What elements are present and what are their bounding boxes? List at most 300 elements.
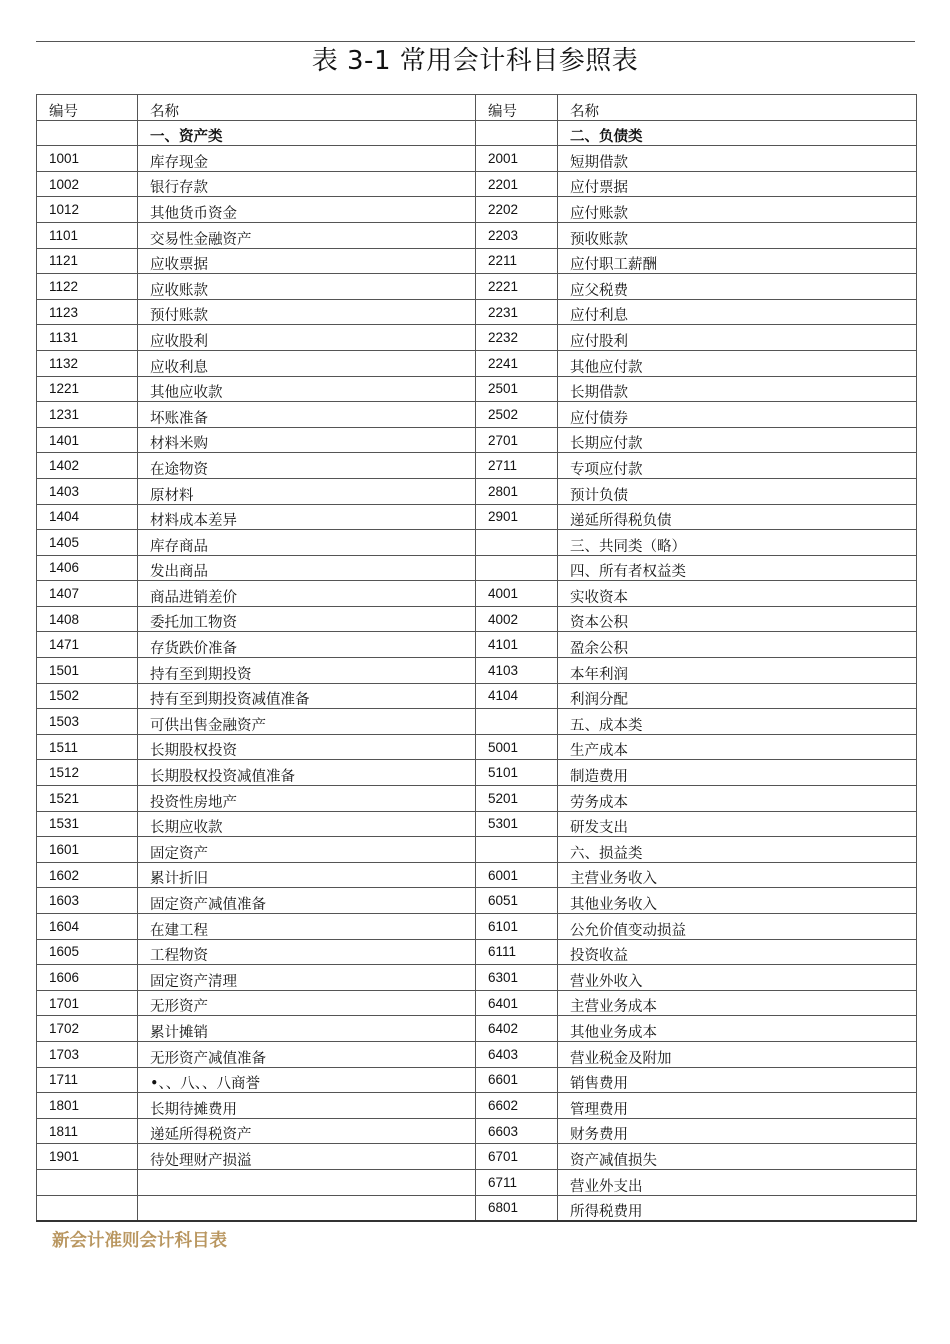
- account-code-right: [476, 683, 558, 709]
- account-code-right-text: 2901: [488, 509, 519, 525]
- account-name-right-text: 研发支出: [570, 820, 628, 837]
- account-code-right-text: 6111: [488, 944, 517, 960]
- account-code-right-text: 2231: [488, 304, 519, 320]
- account-code-left: [37, 376, 138, 402]
- account-code-right: [476, 504, 558, 530]
- account-name-left-text: 其他货币资金: [150, 205, 237, 222]
- table-row: [37, 1169, 917, 1195]
- account-code-left: [37, 197, 138, 223]
- table-row: [37, 120, 917, 146]
- account-code-right: [476, 914, 558, 940]
- account-name-left: [138, 734, 476, 760]
- account-code-left: [37, 709, 138, 735]
- account-code-left-text: 1001: [49, 150, 80, 166]
- account-name-left: [138, 888, 476, 914]
- account-name-right: [558, 632, 917, 658]
- account-name-right-text: 销售费用: [570, 1076, 628, 1093]
- account-code-right: [476, 888, 558, 914]
- account-name-left: [138, 274, 476, 300]
- account-name-left-text: 长期股权投资减值准备: [150, 769, 295, 786]
- account-name-right: [558, 120, 917, 146]
- account-name-left-text: 固定资产减值准备: [150, 897, 266, 913]
- account-name-right: [558, 274, 917, 300]
- account-name-left-text: 坏账准备: [150, 410, 208, 427]
- account-code-left: [37, 811, 138, 837]
- account-name-left: [138, 990, 476, 1016]
- account-code-left: [37, 862, 138, 888]
- account-name-left: [138, 1144, 476, 1170]
- account-code-left-text: 1002: [49, 176, 80, 192]
- account-code-right: [476, 632, 558, 658]
- account-code-left: [37, 965, 138, 991]
- account-name-left: [138, 325, 476, 351]
- account-name-right-text: 专项应付款: [570, 461, 643, 478]
- account-code-left: [37, 990, 138, 1016]
- account-code-left-text: 1503: [49, 714, 80, 730]
- account-name-right: [558, 990, 917, 1016]
- table-row: [37, 427, 917, 453]
- account-name-left: [138, 120, 476, 146]
- account-name-left-text: 材料成本差异: [150, 513, 237, 530]
- account-name-right-text: 主营业务成本: [570, 999, 657, 1016]
- account-code-right-text: 6601: [488, 1072, 519, 1088]
- account-name-left-text: 长期应收款: [150, 820, 223, 837]
- account-code-left: [37, 120, 138, 146]
- account-name-right: [558, 965, 917, 991]
- account-name-right-text: 三、共同类（略）: [570, 538, 686, 555]
- account-code-left-text: 1406: [49, 560, 80, 576]
- account-name-right: [558, 197, 917, 223]
- account-name-left: [138, 171, 476, 197]
- account-name-right: [558, 453, 917, 479]
- account-code-right-text: 5201: [488, 790, 519, 806]
- account-code-right: [476, 1169, 558, 1195]
- account-name-right: [558, 837, 917, 863]
- account-name-left-text: 无形资产减值准备: [150, 1050, 266, 1067]
- account-code-right: [476, 274, 558, 300]
- table-row: [37, 350, 917, 376]
- account-code-right-text: 2701: [488, 432, 519, 448]
- account-code-right-text: 4103: [488, 662, 519, 678]
- table-row: [37, 222, 917, 248]
- account-code-left: [37, 1016, 138, 1042]
- account-code-right-text: 5101: [488, 765, 519, 781]
- account-name-left-text: 存货跌价准备: [150, 641, 237, 658]
- account-code-right-text: 5301: [488, 816, 519, 832]
- account-code-left-text: 1408: [49, 611, 80, 627]
- account-code-right-text: 4002: [488, 611, 519, 627]
- table-row: [37, 734, 917, 760]
- account-name-right-text: 营业外支出: [570, 1178, 643, 1195]
- account-name-right-text: 五、成本类: [570, 717, 643, 734]
- account-code-left-text: 1605: [49, 944, 80, 960]
- account-name-left-text: 库存商品: [150, 538, 208, 555]
- account-name-left-text: 应收利息: [150, 359, 208, 376]
- account-code-left: [37, 146, 138, 172]
- account-code-left-text: 1511: [49, 739, 79, 755]
- account-name-left-text: 固定资产清理: [150, 973, 237, 990]
- table-row: [37, 1067, 917, 1093]
- category-heading: 二、负债类: [570, 129, 643, 146]
- account-code-right-text: 6403: [488, 1046, 519, 1062]
- account-name-left-text: 在建工程: [150, 922, 208, 939]
- account-name-left: [138, 197, 476, 223]
- account-code-right-text: 6001: [488, 867, 519, 883]
- account-code-left: [37, 504, 138, 530]
- table-row: [37, 837, 917, 863]
- account-name-right-text: 公允价值变动损益: [570, 922, 686, 939]
- account-code-left-text: 1531: [49, 816, 80, 832]
- account-name-left: [138, 453, 476, 479]
- table-header-row: [37, 95, 917, 121]
- account-name-left: [138, 632, 476, 658]
- account-name-left-text: 无形资产: [150, 999, 208, 1016]
- account-name-left-text: 原材料: [150, 487, 194, 504]
- account-name-left-text: 应收票据: [150, 257, 208, 274]
- account-name-right-text: 财务费用: [570, 1127, 628, 1144]
- account-name-left: [138, 581, 476, 607]
- account-code-left: [37, 453, 138, 479]
- account-code-left: [37, 1041, 138, 1067]
- account-name-left: [138, 530, 476, 556]
- account-name-right: [558, 1169, 917, 1195]
- account-code-left: [37, 248, 138, 274]
- account-code-left: [37, 786, 138, 812]
- account-code-left-text: 1231: [49, 406, 80, 422]
- account-code-left-text: 1603: [49, 893, 80, 909]
- account-code-right-text: 6603: [488, 1123, 519, 1139]
- account-code-left-text: 1012: [49, 202, 80, 218]
- account-name-right: [558, 248, 917, 274]
- account-name-right: [558, 862, 917, 888]
- account-code-right-text: 2211: [488, 253, 518, 269]
- table-row: [37, 786, 917, 812]
- account-name-right: [558, 811, 917, 837]
- account-name-right-text: 管理费用: [570, 1101, 628, 1118]
- account-name-left: [138, 914, 476, 940]
- account-name-right-text: 递延所得税负债: [570, 513, 672, 530]
- account-code-right: [476, 1093, 558, 1119]
- account-name-right: [558, 1016, 917, 1042]
- account-name-right: [558, 376, 917, 402]
- account-code-left-text: 1512: [49, 765, 80, 781]
- account-code-left: [37, 350, 138, 376]
- account-name-right-text: 四、所有者权益类: [570, 564, 686, 581]
- account-code-left-text: 1801: [49, 1097, 80, 1113]
- table-row: [37, 606, 917, 632]
- account-name-left-text: 在途物资: [150, 461, 208, 478]
- account-code-right: [476, 427, 558, 453]
- table-row: [37, 325, 917, 351]
- account-code-right: [476, 837, 558, 863]
- account-code-right-text: 2001: [488, 150, 519, 166]
- table-row: [37, 888, 917, 914]
- account-code-left-text: 1131: [49, 330, 79, 346]
- account-name-right-text: 预计负债: [570, 487, 628, 504]
- account-code-right: [476, 606, 558, 632]
- account-name-right: [558, 734, 917, 760]
- account-code-right-text: 6801: [488, 1200, 519, 1216]
- account-name-left-text: 固定资产: [150, 845, 208, 862]
- account-table: [36, 94, 917, 1222]
- account-code-right: [476, 1016, 558, 1042]
- category-heading: 一、资产类: [150, 129, 223, 146]
- table-row: [37, 862, 917, 888]
- account-name-right-text: 其他业务成本: [570, 1024, 657, 1041]
- account-name-left-text: 长期待摊费用: [150, 1101, 237, 1118]
- account-code-right: [476, 350, 558, 376]
- table-row: [37, 171, 917, 197]
- account-code-right-text: 6701: [488, 1149, 519, 1165]
- account-code-left: [37, 402, 138, 428]
- account-name-right-text: 其他应付款: [570, 359, 643, 376]
- table-row: [37, 1195, 917, 1221]
- account-code-left: [37, 427, 138, 453]
- account-name-right-text: 生产成本: [570, 743, 628, 760]
- account-name-left-text: 材料米购: [150, 436, 208, 453]
- account-code-left-text: 1702: [49, 1021, 80, 1037]
- account-name-right-text: 应付股利: [570, 333, 628, 350]
- account-name-right-text: 实收资本: [570, 589, 628, 606]
- account-code-right-text: 4104: [488, 688, 519, 704]
- account-code-right: [476, 1144, 558, 1170]
- account-code-left: [37, 888, 138, 914]
- account-name-left: [138, 1195, 476, 1221]
- account-name-left-text: 递延所得税资产: [150, 1127, 252, 1144]
- account-code-right-text: 2501: [488, 381, 519, 397]
- account-code-left: [37, 530, 138, 556]
- account-code-right: [476, 171, 558, 197]
- account-code-right-text: 2221: [488, 278, 519, 294]
- table-row: [37, 146, 917, 172]
- account-name-left: [138, 965, 476, 991]
- table-row: [37, 402, 917, 428]
- account-code-right: [476, 786, 558, 812]
- account-code-right-text: 6711: [488, 1174, 518, 1190]
- account-code-left: [37, 914, 138, 940]
- account-code-right: [476, 1041, 558, 1067]
- account-code-right-text: 4001: [488, 586, 519, 602]
- account-name-left-text: 应收账款: [150, 282, 208, 299]
- table-row: [37, 555, 917, 581]
- account-name-left-text: 应收股利: [150, 333, 208, 350]
- account-name-left-text: •、、八、、八商誉: [150, 1076, 261, 1093]
- account-name-right: [558, 939, 917, 965]
- account-code-right: [476, 709, 558, 735]
- account-name-left-text: 商品进销差价: [150, 589, 237, 606]
- account-name-right-text: 营业外收入: [570, 973, 643, 990]
- table-row: [37, 453, 917, 479]
- account-code-left: [37, 222, 138, 248]
- account-code-right: [476, 939, 558, 965]
- account-code-right-text: 2201: [488, 176, 519, 192]
- account-name-right: [558, 786, 917, 812]
- account-code-left-text: 1502: [49, 688, 80, 704]
- account-name-left: [138, 1093, 476, 1119]
- account-code-right: [476, 1195, 558, 1221]
- account-code-left-text: 1521: [49, 790, 80, 806]
- account-code-left: [37, 606, 138, 632]
- account-name-right: [558, 658, 917, 684]
- account-name-right: [558, 299, 917, 325]
- account-code-right: [476, 1118, 558, 1144]
- account-name-left: [138, 709, 476, 735]
- account-name-right: [558, 709, 917, 735]
- account-rows: [37, 120, 917, 1221]
- account-code-right-text: 6401: [488, 995, 519, 1011]
- account-name-left: [138, 939, 476, 965]
- account-code-left-text: 1811: [49, 1123, 79, 1139]
- account-code-left-text: 1901: [49, 1149, 80, 1165]
- account-code-right-text: 6301: [488, 969, 519, 985]
- table-row: [37, 1144, 917, 1170]
- account-name-left-text: 投资性房地产: [150, 794, 237, 811]
- table-row: [37, 376, 917, 402]
- account-name-left-text: 持有至到期投资: [150, 666, 252, 683]
- account-code-right-text: 6101: [488, 918, 519, 934]
- account-name-right-text: 应父税费: [570, 282, 628, 299]
- account-code-right-text: 2801: [488, 483, 519, 499]
- account-code-right-text: 6402: [488, 1021, 519, 1037]
- account-name-right-text: 预收账款: [570, 231, 628, 248]
- account-name-left-text: 持有至到期投资减值准备: [150, 692, 310, 709]
- account-name-right: [558, 478, 917, 504]
- account-name-right: [558, 146, 917, 172]
- account-code-left-text: 1604: [49, 918, 80, 934]
- account-name-right-text: 短期借款: [570, 154, 628, 171]
- table-row: [37, 248, 917, 274]
- account-code-right: [476, 965, 558, 991]
- account-code-left: [37, 555, 138, 581]
- account-code-left: [37, 734, 138, 760]
- account-code-left-text: 1404: [49, 509, 80, 525]
- account-code-left-text: 1471: [49, 637, 80, 653]
- account-name-left: [138, 760, 476, 786]
- account-code-left-text: 1602: [49, 867, 80, 883]
- account-code-left: [37, 658, 138, 684]
- account-code-left-text: 1123: [49, 304, 79, 320]
- account-name-right-text: 投资收益: [570, 948, 628, 965]
- table-row: [37, 914, 917, 940]
- table-row: [37, 299, 917, 325]
- account-name-left-text: 长期股权投资: [150, 743, 237, 760]
- account-name-left: [138, 683, 476, 709]
- account-name-right-text: 本年利润: [570, 666, 628, 683]
- table-row: [37, 709, 917, 735]
- account-code-right-text: 4101: [488, 637, 519, 653]
- account-code-right: [476, 658, 558, 684]
- table-row: [37, 760, 917, 786]
- account-code-right: [476, 478, 558, 504]
- table-row: [37, 658, 917, 684]
- table-row: [37, 1118, 917, 1144]
- account-name-left-text: 待处理财产损溢: [150, 1152, 252, 1169]
- account-name-right-text: 应付职工薪酬: [570, 257, 657, 274]
- account-code-right: [476, 530, 558, 556]
- top-rule: [36, 41, 915, 42]
- account-code-right: [476, 197, 558, 223]
- account-name-right: [558, 1195, 917, 1221]
- account-code-right: [476, 862, 558, 888]
- header-name-left: 名称: [138, 95, 476, 121]
- account-name-left: [138, 504, 476, 530]
- table-row: [37, 1093, 917, 1119]
- account-code-right: [476, 222, 558, 248]
- account-code-left: [37, 837, 138, 863]
- account-name-left-text: 交易性金融资产: [150, 231, 252, 248]
- account-code-left: [37, 171, 138, 197]
- header-code-left: 编号: [37, 95, 138, 121]
- account-name-right-text: 主营业务收入: [570, 871, 657, 888]
- account-name-left-text: 其他应收款: [150, 385, 223, 402]
- account-code-right-text: 2711: [488, 458, 518, 474]
- account-name-right: [558, 1067, 917, 1093]
- account-code-left: [37, 1093, 138, 1119]
- account-code-right: [476, 146, 558, 172]
- account-code-right-text: 6051: [488, 893, 519, 909]
- account-code-left: [37, 1118, 138, 1144]
- account-name-right: [558, 222, 917, 248]
- account-code-left: [37, 632, 138, 658]
- account-code-right: [476, 299, 558, 325]
- account-name-left: [138, 402, 476, 428]
- account-name-right-text: 六、损益类: [570, 845, 643, 862]
- account-name-right: [558, 683, 917, 709]
- account-code-right-text: 2241: [488, 355, 519, 371]
- account-name-left: [138, 146, 476, 172]
- account-code-left-text: 1402: [49, 458, 80, 474]
- account-name-left: [138, 1041, 476, 1067]
- account-name-left: [138, 837, 476, 863]
- account-code-left: [37, 299, 138, 325]
- account-name-right: [558, 606, 917, 632]
- account-code-right-text: 2232: [488, 330, 519, 346]
- account-name-left-text: 工程物资: [150, 948, 208, 965]
- account-name-left-text: 预付账款: [150, 308, 208, 325]
- account-name-right-text: 制造费用: [570, 769, 628, 786]
- account-name-right: [558, 914, 917, 940]
- table-row: [37, 990, 917, 1016]
- account-code-left: [37, 478, 138, 504]
- account-name-left: [138, 1067, 476, 1093]
- account-code-left: [37, 683, 138, 709]
- account-name-left: [138, 606, 476, 632]
- account-name-left-text: 可供出售金融资产: [150, 717, 266, 734]
- account-name-right-text: 盈余公积: [570, 641, 628, 658]
- table-row: [37, 1016, 917, 1042]
- account-name-right: [558, 530, 917, 556]
- account-code-right-text: 2502: [488, 406, 519, 422]
- account-name-right-text: 应付债券: [570, 410, 628, 427]
- account-name-left: [138, 862, 476, 888]
- account-name-right-text: 所得税费用: [570, 1204, 643, 1221]
- account-code-left: [37, 325, 138, 351]
- account-name-left: [138, 427, 476, 453]
- account-name-right: [558, 350, 917, 376]
- account-code-right: [476, 248, 558, 274]
- account-code-left-text: 1701: [49, 995, 80, 1011]
- table-row: [37, 197, 917, 223]
- account-code-left: [37, 1067, 138, 1093]
- account-name-right: [558, 555, 917, 581]
- account-name-left-text: 委托加工物资: [150, 615, 237, 632]
- footer-caption: 新会计准则会计科目表: [52, 1231, 227, 1251]
- account-name-right: [558, 1093, 917, 1119]
- account-code-left-text: 1405: [49, 534, 80, 550]
- account-code-right: [476, 811, 558, 837]
- account-code-left-text: 1501: [49, 662, 80, 678]
- account-code-left: [37, 760, 138, 786]
